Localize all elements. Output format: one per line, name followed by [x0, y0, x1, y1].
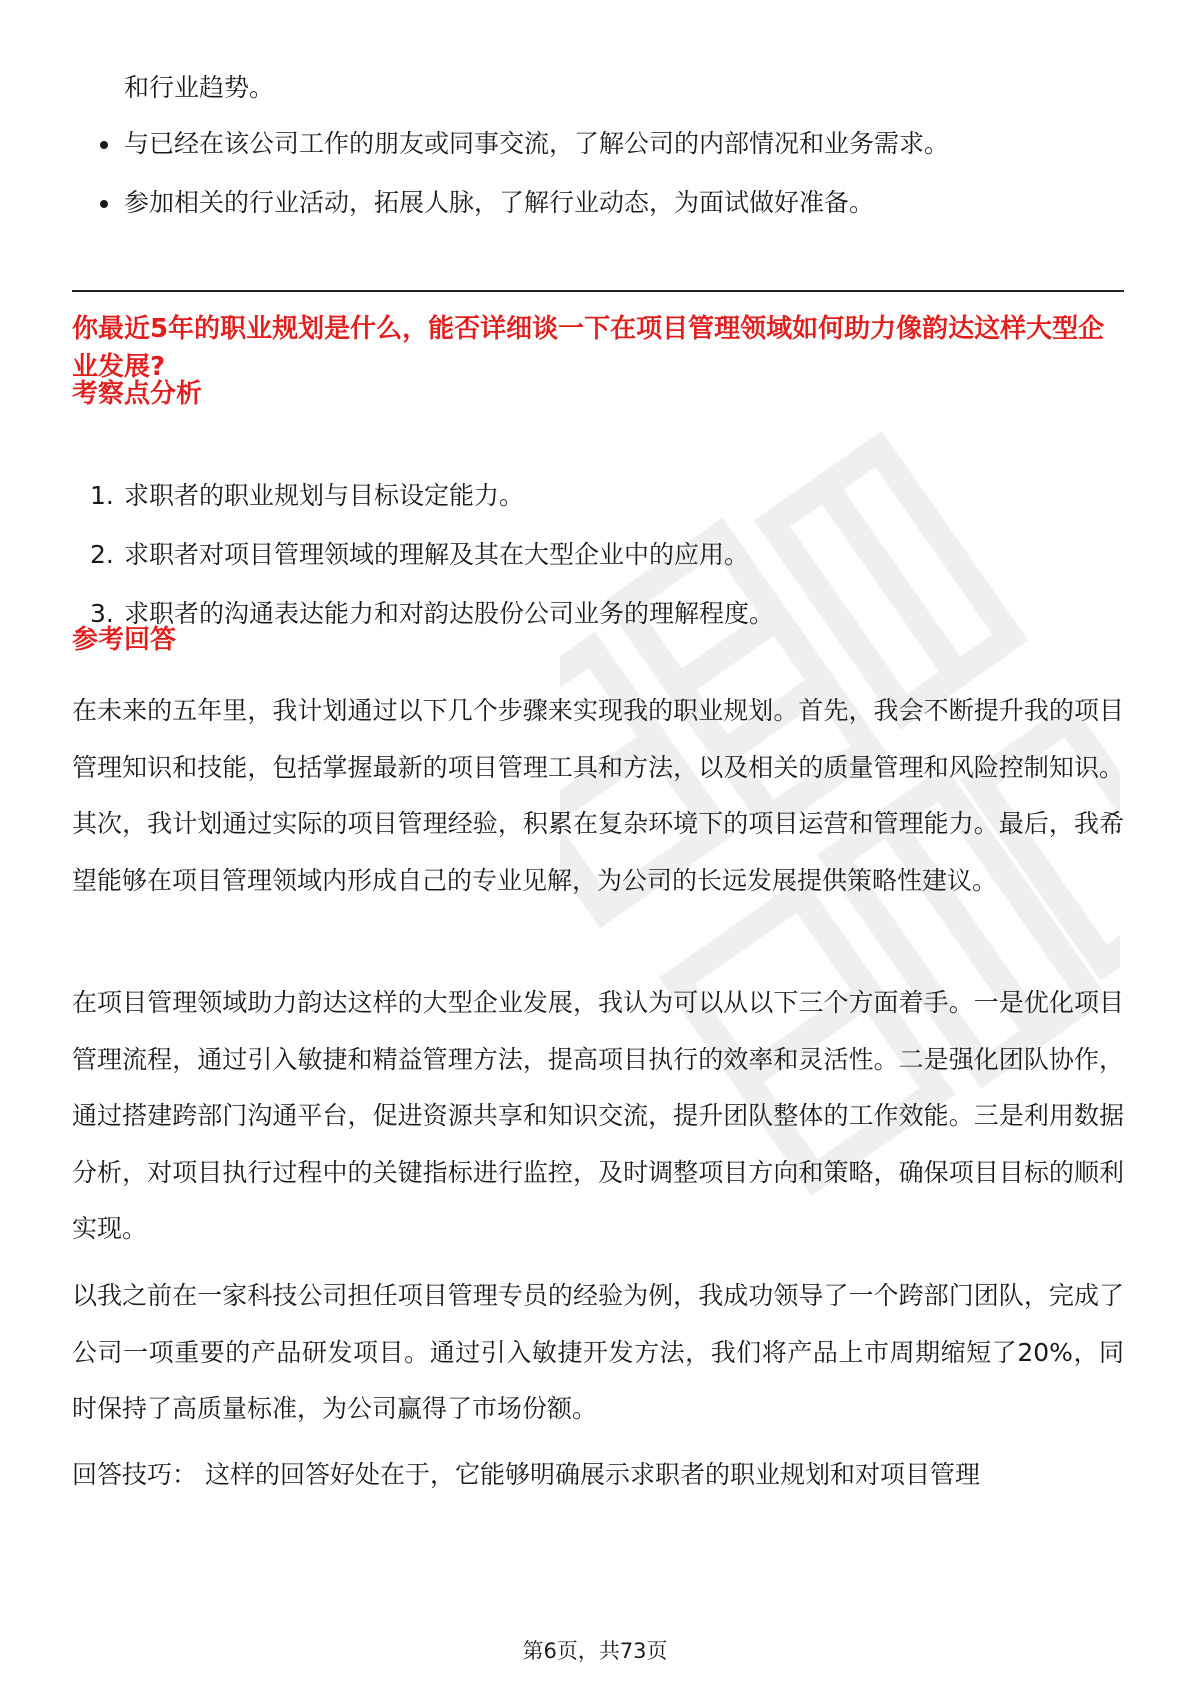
- intro-bullet-list: [72, 70, 1124, 244]
- point-text: 求职者对项目管理领域的理解及其在大型企业中的应用。: [124, 540, 750, 569]
- point-number: 1.: [90, 481, 114, 510]
- answer-paragraph: 以我之前在一家科技公司担任项目管理专员的经验为例，我成功领导了一个跨部门团队，完成了公司一项重要的产品研发项目。通过引入敏捷开发方法，我们将产品上市周期缩短了20%，同时保持了高质量标准，为公司赢得了市场份额。: [72, 1281, 1124, 1423]
- bullet-item: 参加相关的行业活动，拓展人脉，了解行业动态，为面试做好准备。: [72, 185, 1124, 221]
- analysis-point-list: [72, 478, 1124, 655]
- analysis-heading: 考察点分析: [72, 379, 203, 409]
- answer-heading: 参考回答: [72, 625, 177, 655]
- question-heading: 你最近5年的职业规划是什么，能否详细谈一下在项目管理领域如何助力像韵达这样大型企业发展?: [72, 314, 1105, 382]
- page-footer: 第6页，共73页: [522, 1639, 668, 1663]
- analysis-point: [72, 537, 1124, 573]
- bullet-item: 与已经在该公司工作的朋友或同事交流，了解公司的内部情况和业务需求。: [72, 126, 1124, 162]
- answer-paragraph: 在项目管理领域助力韵达这样的大型企业发展，我认为可以从以下三个方面着手。一是优化项目管理流程，通过引入敏捷和精益管理方法，提高项目执行的效率和灵活性。二是强化团队协作，通过搭建跨部门沟通平台，促进资源共享和知识交流，提升团队整体的工作效能。三是利用数据分析，对项目执行过程中的关键指标进行监控，及时调整项目方向和策略，确保项目目标的顺利实现。: [72, 988, 1124, 1243]
- analysis-point: [72, 596, 1124, 632]
- point-number: 2.: [90, 540, 114, 569]
- answer-paragraph: 在未来的五年里，我计划通过以下几个步骤来实现我的职业规划。首先，我会不断提升我的项目管理知识和技能，包括掌握最新的项目管理工具和方法，以及相关的质量管理和风险控制知识。其次，我计划通过实际的项目管理经验，积累在复杂环境下的项目运营和管理能力。最后，我希望能够在项目管理领域内形成自己的专业见解，为公司的长远发展提供策略性建议。: [72, 696, 1124, 895]
- point-number: 3.: [90, 599, 114, 628]
- point-text: 求职者的职业规划与目标设定能力。: [124, 481, 525, 510]
- bullet-continuation: 和行业趋势。: [124, 73, 275, 102]
- answer-tip: 回答技巧： 这样的回答好处在于，它能够明确展示求职者的职业规划和对项目管理: [72, 1460, 980, 1489]
- analysis-point: [72, 478, 1124, 514]
- point-text: 求职者的沟通表达能力和对韵达股份公司业务的理解程度。: [124, 599, 775, 628]
- section-divider: [72, 290, 1124, 292]
